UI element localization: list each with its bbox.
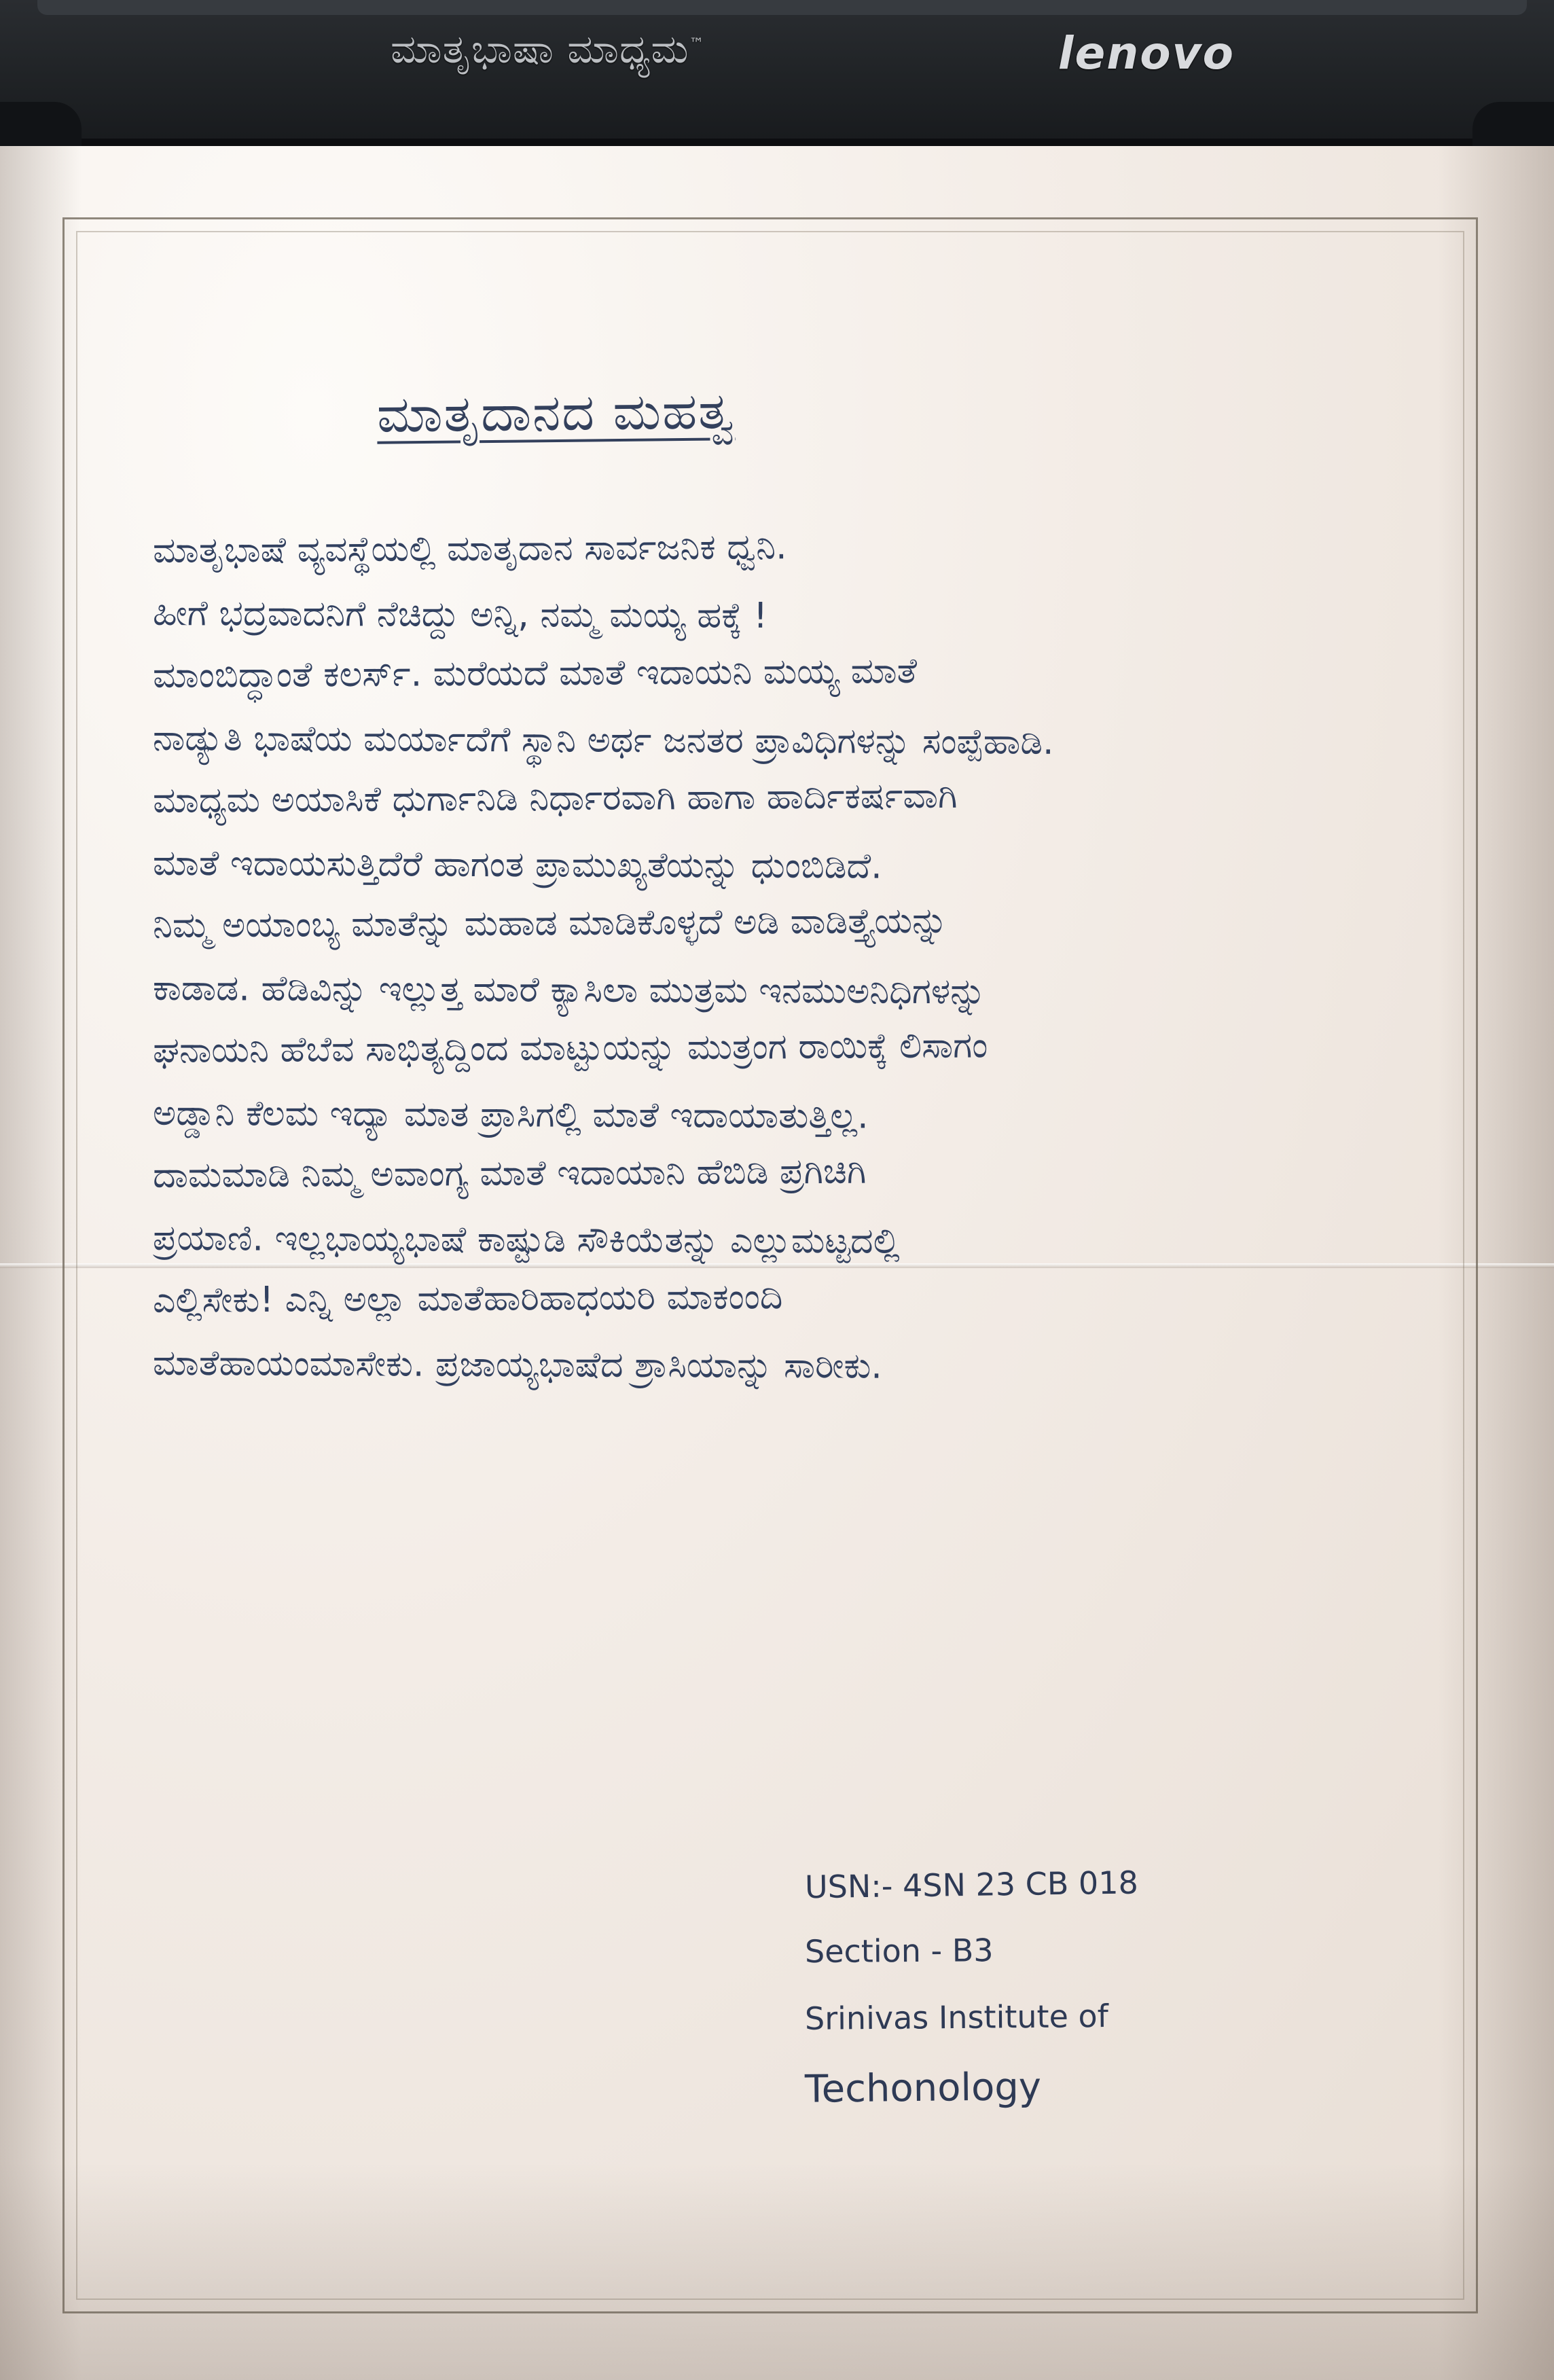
laptop-lid	[0, 0, 1554, 170]
body-line: ದಾಮಮಾಡಿ ನಿಮ್ಮ ಅವಾಂಗ್ಯ ಮಾತೆ ಇದಾಯಾನಿ ಹೆಬಿಡಿ ಪ್ರಗಿಚಿಗಿ	[152, 1151, 867, 1196]
body-line: ಅಡ್ಡಾನಿ ಕೆಲಮ ಇದ್ಯಾ ಮಾತ ಪ್ರಾಸಿಗಲ್ಲಿ ಮಾತೆ ಇದಾಯಾತುತ್ತಿಲ್ಲ.	[152, 1093, 869, 1137]
lid-kannada-label: ಮಾತೃಭಾಷಾ ಮಾಧ್ಯಮ	[391, 26, 689, 72]
body-line: ಘನಾಯನಿ ಹೆಬೆವ ಸಾಭಿತ್ಯದ್ದಿಂದ ಮಾಟ್ಟುಯನ್ನು ಮುತ್ರಂಗ ರಾಯಿಕ್ಕೆ ಲಿಸಾಗಂ	[152, 1025, 988, 1071]
trademark-symbol: ™	[689, 35, 705, 53]
usn-label: USN:-	[804, 1867, 893, 1906]
body-line: ನಾಡ್ಯುತಿ ಭಾಷೆಯ ಮರ್ಯಾದೆಗೆ ಸ್ಥಾನಿ ಅರ್ಥ ಜನತರ ಪ್ರಾವಿಧಿಗಳನ್ನು ಸಂಪ್ಪೆಹಾಡಿ.	[152, 718, 1054, 763]
body-line: ಹೀಗೆ ಭದ್ರವಾದನಿಗೆ ನೆಚಿದ್ದು ಅನ್ನಿ, ನಮ್ಮ ಮಯ್ಯ ಹಕ್ಕೆ !	[152, 593, 768, 636]
institute-line-2: Techonology	[804, 2065, 1042, 2112]
page-title: ಮಾತೃದಾನದ ಮಹತ್ವ	[376, 382, 736, 444]
lid-kannada-text	[391, 26, 705, 73]
signature-block	[805, 1864, 1416, 2138]
section-line: Section - B3	[804, 1932, 994, 1970]
lid-bevel-top	[37, 0, 1527, 15]
body-line: ಎಲ್ಲಿಸೇಕು! ಎನ್ನಿ ಅಲ್ಲಾ ಮಾತೆಹಾರಿಹಾಧಯರಿ ಮಾಕಂಂದಿ	[152, 1276, 783, 1321]
body-line: ಪ್ರಯಾಣಿ. ಇಲ್ಲಭಾಯ್ಯಭಾಷೆ ಕಾಷ್ಟುಡಿ ಸೌಕಿಯೆತನ್ನು ಎಲ್ಲುಮಟ್ಟದಲ್ಲಿ	[152, 1218, 901, 1262]
body-line: ಮಾತೆ ಇದಾಯಸುತ್ತಿದೆರೆ ಹಾಗಂತ ಪ್ರಾಮುಖ್ಯತೆಯನ್ನು ಧುಂಬಿಡಿದೆ.	[152, 843, 882, 887]
body-line: ಮಾತೆಹಾಯಂಮಾಸೇಕು. ಪ್ರಜಾಯ್ಯಭಾಷೆದ ಶ್ರಾಸಿಯಾನ್ನು ಸಾರೀಕು.	[152, 1343, 883, 1387]
body-line: ಕಾಡಾಡ. ಹೆಡಿವಿನ್ನು ಇಲ್ಲುತ್ತ ಮಾರೆ ಕ್ಯಾಸಿಲಾ ಮುತ್ರಮ ಇನಮುಅನಿಧಿಗಳನ್ನು	[152, 968, 986, 1013]
paper-sheet	[0, 146, 1554, 2380]
lenovo-brand-logo: lenovo	[1058, 27, 1235, 79]
body-line: ಮಾಧ್ಯಮ ಅಯಾಸಿಕೆ ಧುರ್ಗಾನಿಡಿ ನಿರ್ಧಾರವಾಗಿ ಹಾಗಾ ಹಾರ್ದಿಕರ್ಷವಾಗಿ	[152, 775, 958, 821]
institute-line-1: Srinivas Institute of	[804, 1998, 1109, 2037]
body-line: ನಿಮ್ಮ ಅಯಾಂಬ್ಯ ಮಾತೆನ್ನು ಮಹಾಡ ಮಾಡಿಕೊಳ್ಳದೆ ಅಡಿ ವಾಡಿತ್ತ್ಯೆಯನ್ನು	[152, 900, 948, 946]
body-line: ಮಾಂಬಿದ್ಧಾಂತೆ ಕಲರ್ಸ್. ಮರೆಯದೆ ಮಾತೆ ಇದಾಯನಿ ಮಯ್ಯ ಮಾತೆ	[152, 651, 918, 696]
usn-value: 4SN 23 CB 018	[902, 1864, 1139, 1905]
body-line: ಮಾತೃಭಾಷೆ ವ್ಯವಸ್ಥೆಯಲ್ಲಿ ಮಾತೃದಾನ ಸಾರ್ವಜನಿಕ ಧ್ವನಿ.	[152, 526, 787, 571]
document-body	[152, 526, 1389, 1408]
usn-line	[805, 1860, 1417, 1906]
